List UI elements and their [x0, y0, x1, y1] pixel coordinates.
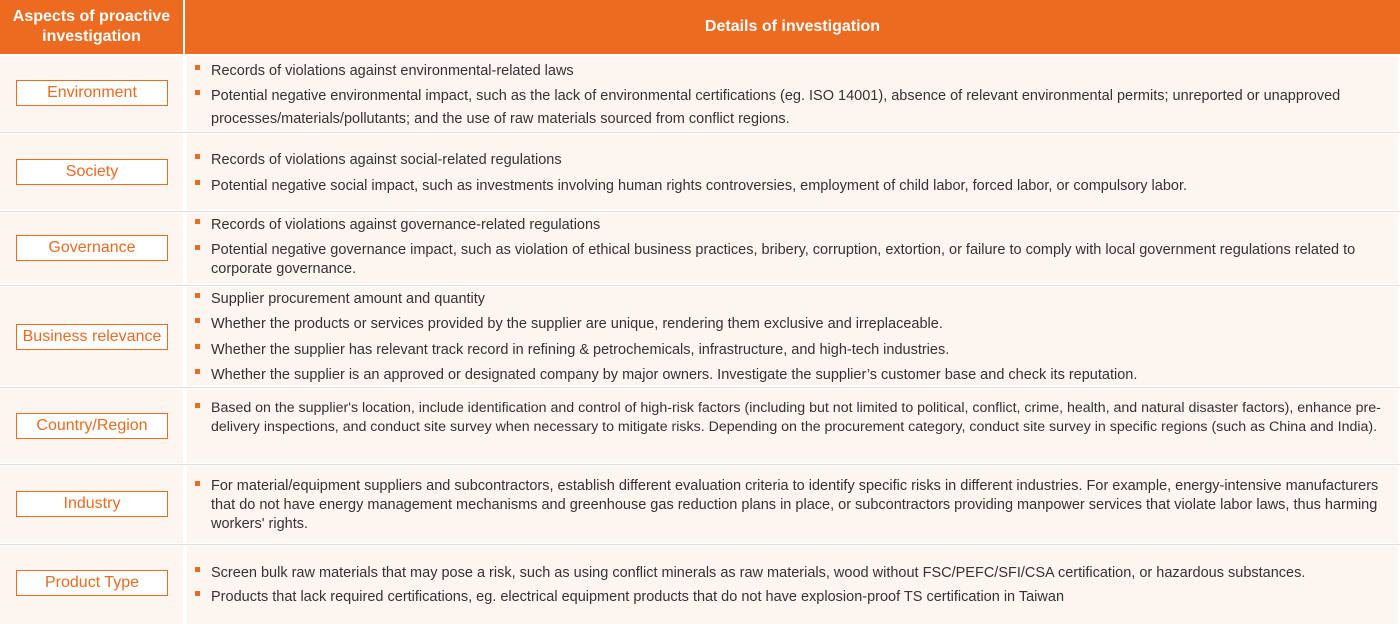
detail-cell: [187, 287, 1398, 386]
aspect-label-environment: Environment: [16, 80, 168, 106]
bullet-icon: [195, 591, 200, 596]
item-text: Potential negative social impact, such as investments involving human rights controversies, employment of child labor, forced labor, or compulsory labor.: [211, 178, 1188, 194]
row-divider: [0, 544, 1400, 545]
row-divider: [0, 285, 1400, 286]
row-divider: [0, 387, 1400, 388]
detail-cell: [187, 466, 1398, 543]
item-text: Whether the supplier is an approved or designated company by major owners. Investigate the supplier’s customer base and check its reputation.: [211, 367, 1138, 383]
item-text: Whether the products or services provided by the supplier are unique, rendering them exclusive and irreplaceable.: [211, 316, 943, 332]
bullet-icon: [195, 245, 200, 250]
bullet-icon: [195, 180, 200, 185]
detail-cell: [187, 56, 1398, 131]
item-text: Whether the supplier has relevant track record in refining & petrochemicals, infrastructure, and high-tech industries.: [211, 342, 950, 358]
aspect-cell: [0, 134, 183, 210]
item-text: Screen bulk raw materials that may pose a risk, such as using conflict minerals as raw materials, wood without FSC/PEFC/SFI/CSA certification, or hazardous substances.: [211, 565, 1306, 581]
item-text: Records of violations against environmental-related laws: [211, 63, 574, 79]
aspect-cell: [0, 466, 183, 543]
aspect-cell: [0, 389, 183, 463]
aspect-label-industry: Industry: [16, 491, 168, 517]
aspect-label-governance: Governance: [16, 235, 168, 261]
aspect-label-society: Society: [16, 159, 168, 185]
table-row-society: [0, 134, 1400, 210]
item-text: Records of violations against governance-related regulations: [211, 217, 601, 233]
header-aspects: Aspects of proactive investigation: [0, 0, 183, 54]
aspect-label-business-relevance: Business relevance: [16, 324, 168, 350]
detail-cell: [187, 389, 1398, 463]
table-row-governance: [0, 213, 1400, 284]
bullet-icon: [195, 344, 200, 349]
item-text: Products that lack required certifications, eg. electrical equipment products that do not have explosion-proof TS certification in Taiwan: [211, 589, 1065, 605]
bullet-icon: [195, 293, 200, 298]
item-text: Potential negative governance impact, such as violation of ethical business practices, bribery, corruption, extortion, or failure to comply with local government regulations related to corporate governance.: [211, 242, 1356, 277]
item-text: Based on the supplier's location, include identification and control of high-risk factors (including but not limited to political, conflict, crime, health, and natural disaster factors), enhance pre-delivery inspections, and conduct site survey when necessary to mitigate risks. Depending on the procurement category, conduct site survey in specific regions (such as China and India).: [211, 400, 1381, 435]
aspect-cell: [0, 287, 183, 386]
table-row-country-region: [0, 389, 1400, 463]
detail-cell: [187, 213, 1398, 284]
aspect-label-product-type: Product Type: [16, 570, 168, 596]
bullet-icon: [195, 369, 200, 374]
aspect-cell: [0, 546, 183, 624]
aspect-label-country-region: Country/Region: [16, 413, 168, 439]
row-divider: [0, 132, 1400, 133]
aspect-cell: [0, 56, 183, 131]
table-row-product-type: [0, 546, 1400, 624]
table-row-environment: [0, 56, 1400, 131]
detail-cell: [187, 546, 1398, 624]
item-text: Supplier procurement amount and quantity: [211, 291, 486, 307]
aspect-cell: [0, 213, 183, 284]
header-details: Details of investigation: [185, 0, 1400, 54]
row-divider: [0, 211, 1400, 212]
table-row-industry: [0, 466, 1400, 543]
bullet-icon: [195, 154, 200, 159]
bullet-icon: [195, 90, 200, 95]
row-divider: [0, 464, 1400, 465]
bullet-icon: [195, 318, 200, 323]
bullet-icon: [195, 219, 200, 224]
bullet-icon: [195, 403, 200, 408]
detail-cell: [187, 134, 1398, 210]
item-text: Potential negative environmental impact, such as the lack of environmental certifications (eg. ISO 14001), absence of relevant environmental permits; unreported or unapproved processes/materials/pollutants; and the use of raw materials sourced from conflict regions.: [211, 88, 1341, 127]
item-text: For material/equipment suppliers and subcontractors, establish different evaluation criteria to identify specific risks in different industries. For example, energy-intensive manufacturers that do not have energy management mechanisms and greenhouse gas reduction plans in place, or subcontractors providing manpower services that violate labor laws, thus harming workers' rights.: [211, 478, 1379, 532]
table-row-business-relevance: [0, 287, 1400, 386]
item-text: Records of violations against social-related regulations: [211, 152, 562, 168]
bullet-icon: [195, 65, 200, 70]
bullet-icon: [195, 567, 200, 572]
table-header: [0, 0, 1400, 54]
bullet-icon: [195, 481, 200, 486]
